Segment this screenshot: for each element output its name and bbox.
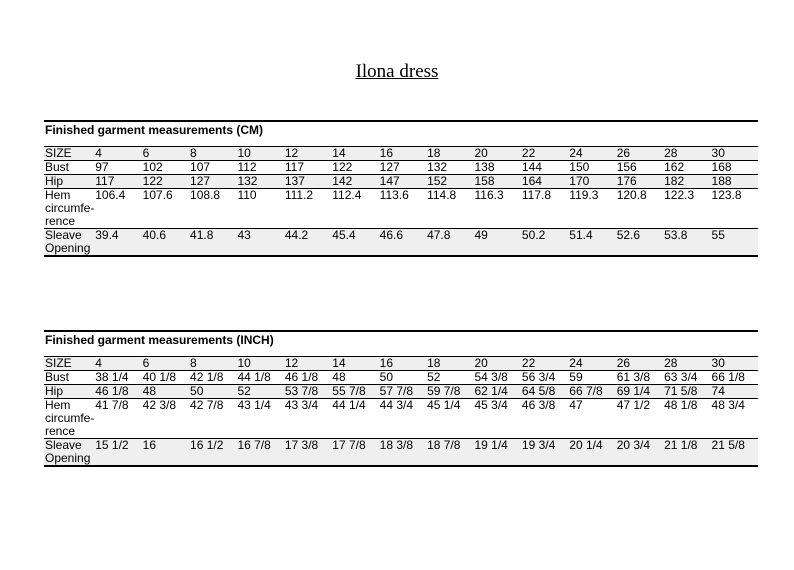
row-label-line: rence [45,214,76,228]
inch-measurement-table [44,356,758,467]
table-cell: 142 [331,175,378,189]
table-cell: 20 [473,357,520,371]
table-cell: 50.2 [521,229,568,257]
table-cell: 16 [379,357,426,371]
table-cell: 164 [521,175,568,189]
table-cell: 102 [142,160,163,174]
table-cell: 59 [569,370,583,384]
cm-table-heading-text: Finished garment measurements (CM) [45,123,264,137]
table-cell: 24 [568,147,615,161]
table-cell: 122.3 [664,188,695,202]
table-cell: 18 7/8 [426,439,473,467]
table-cell: 44 3/4 [379,398,414,412]
table-cell: 117 [284,160,304,174]
table-cell: 8 [189,147,236,161]
table-row [44,439,758,467]
table-cell: 45.4 [331,229,378,257]
table-cell: 46 1/8 [284,370,319,384]
table-cell: 44 1/8 [237,370,271,384]
table-cell: 137 [284,175,331,189]
row-label [44,371,94,385]
row-label-line: Hem [45,188,71,202]
table-row [44,161,758,175]
table-cell: 111.2 [284,188,314,202]
table-cell: 8 [189,357,236,371]
table-cell: 20 [473,147,520,161]
table-cell: 16 1/2 [189,439,236,467]
table-cell: 38 1/4 [95,370,129,384]
table-cell: 6 [142,357,189,371]
row-label-line: rence [45,424,76,438]
table-cell: 41 7/8 [95,398,129,412]
table-cell: 52 [236,385,283,399]
row-label [44,439,94,467]
table-cell: 18 3/8 [379,439,426,467]
table-cell: 114.8 [427,188,457,202]
table-cell: 46 3/8 [521,398,556,412]
table-cell: 50 [189,385,236,399]
table-cell: 62 1/4 [473,385,520,399]
table-cell: 4 [94,357,141,371]
table-cell: 20 1/4 [568,439,615,467]
table-cell: 110 [237,188,257,202]
row-label [44,399,94,439]
table-cell: 15 1/2 [94,439,141,467]
table-cell: 43 3/4 [284,398,319,412]
row-label-line: Bust [45,370,70,384]
cm-measurement-section [44,120,758,257]
table-cell: 49 [473,229,520,257]
row-label [44,189,94,229]
table-cell: 117 [94,175,141,189]
table-cell: 19 1/4 [473,439,520,467]
row-label [44,161,94,175]
row-label-line: circumfe- [45,201,95,215]
table-cell: 43 1/4 [237,398,271,412]
row-label-line: circumfe- [45,411,95,425]
table-cell: 18 [426,357,473,371]
cm-table-heading [44,120,758,146]
table-cell: 168 [711,160,732,174]
document-title-text: Ilona dress [355,61,439,82]
table-cell: 132 [427,160,448,174]
table-cell: 52 [427,370,441,384]
inch-table-heading-text: Finished garment measurements (INCH) [45,333,274,347]
table-cell: 48 3/4 [711,398,745,412]
table-cell: 18 [426,147,473,161]
table-cell: 64 5/8 [521,385,568,399]
table-cell: 112 [237,160,257,174]
table-cell: 17 7/8 [331,439,378,467]
table-cell: 47.8 [426,229,473,257]
table-cell: 47 1/2 [616,398,651,412]
table-cell: 158 [473,175,520,189]
table-cell: 45 1/4 [427,398,461,412]
table-cell: 138 [474,160,495,174]
table-cell: 116.3 [474,188,504,202]
table-cell: 30 [711,357,758,371]
table-cell: 16 [379,147,426,161]
table-cell: 170 [568,175,615,189]
table-cell: 48 [332,370,346,384]
table-cell: 97 [95,160,109,174]
row-label [44,147,94,161]
row-label-line: Bust [45,160,70,174]
row-label-line: Hip [45,384,64,398]
table-row [44,147,758,161]
table-cell: 52.6 [616,229,663,257]
table-cell: 57 7/8 [379,385,426,399]
table-cell: 107 [190,160,211,174]
table-cell: 59 7/8 [426,385,473,399]
table-cell: 119.3 [569,188,599,202]
table-cell: 4 [94,147,141,161]
table-cell: 44 1/4 [332,398,366,412]
table-cell: 54 3/8 [474,370,508,384]
table-cell: 66 1/8 [711,370,745,384]
table-cell: 39.4 [94,229,141,257]
table-cell: 30 [711,147,758,161]
table-row [44,399,758,439]
row-label-line: Hip [45,174,64,188]
table-cell: 48 [142,385,189,399]
table-cell: 66 7/8 [568,385,615,399]
table-cell: 46 1/8 [94,385,141,399]
document-title [0,61,794,83]
table-cell: 176 [616,175,663,189]
table-cell: 43 [236,229,283,257]
table-row [44,357,758,371]
table-row [44,385,758,399]
inch-table-heading [44,330,758,356]
table-cell: 106.4 [95,188,126,202]
table-cell: 45 3/4 [474,398,508,412]
inch-measurement-section [44,330,758,467]
table-cell: 48 1/8 [664,398,698,412]
table-cell: 55 [711,229,758,257]
row-label-line: SIZE [45,356,72,370]
table-cell: 40 1/8 [142,370,177,384]
table-cell: 71 5/8 [663,385,710,399]
table-cell: 28 [663,147,710,161]
table-cell: 53 7/8 [284,385,331,399]
table-cell: 42 7/8 [190,398,224,412]
table-cell: 28 [663,357,710,371]
table-cell: 117.8 [521,188,552,202]
table-cell: 144 [521,160,542,174]
table-cell: 10 [236,357,283,371]
table-cell: 40.6 [142,229,189,257]
table-cell: 182 [663,175,710,189]
table-cell: 150 [569,160,590,174]
table-cell: 21 1/8 [663,439,710,467]
table-cell: 132 [236,175,283,189]
table-cell: 14 [331,357,378,371]
table-cell: 42 3/8 [142,398,177,412]
table-cell: 12 [284,147,331,161]
row-label-line: SIZE [45,146,72,160]
table-cell: 22 [521,357,568,371]
table-cell: 120.8 [616,188,647,202]
table-cell: 16 [142,439,189,467]
table-cell: 42 1/8 [190,370,224,384]
table-cell: 21 5/8 [711,439,758,467]
table-cell: 50 [379,370,394,384]
table-cell: 107.6 [142,188,173,202]
table-cell: 41.8 [189,229,236,257]
row-label [44,175,94,189]
table-cell: 74 [711,385,758,399]
table-cell: 14 [331,147,378,161]
table-cell: 69 1/4 [616,385,663,399]
row-label-line: Opening [45,241,91,255]
table-cell: 56 3/4 [521,370,556,384]
table-cell: 17 3/8 [284,439,331,467]
table-cell: 22 [521,147,568,161]
table-cell: 16 7/8 [236,439,283,467]
table-row [44,189,758,229]
table-cell: 156 [616,160,637,174]
table-cell: 127 [189,175,236,189]
row-label-line: Hem [45,398,71,412]
table-cell: 46.6 [379,229,426,257]
table-cell: 63 3/4 [664,370,698,384]
table-cell: 122 [332,160,353,174]
table-cell: 19 3/4 [521,439,568,467]
table-cell: 26 [616,147,663,161]
table-row [44,175,758,189]
table-cell: 24 [568,357,615,371]
table-cell: 147 [379,175,426,189]
table-row [44,229,758,257]
table-cell: 44.2 [284,229,331,257]
table-cell: 20 3/4 [616,439,663,467]
table-cell: 53.8 [663,229,710,257]
table-cell: 162 [664,160,685,174]
table-row [44,371,758,385]
table-cell: 55 7/8 [331,385,378,399]
table-cell: 6 [142,147,189,161]
table-cell: 26 [616,357,663,371]
table-cell: 123.8 [711,188,742,202]
table-cell: 127 [379,160,400,174]
table-cell: 113.6 [379,188,409,202]
cm-measurement-table [44,146,758,257]
row-label-line: Sleave [45,438,82,452]
table-cell: 10 [236,147,283,161]
table-cell: 112.4 [332,188,362,202]
row-label [44,357,94,371]
table-cell: 108.8 [190,188,221,202]
row-label [44,385,94,399]
row-label-line: Sleave [45,228,82,242]
row-label-line: Opening [45,451,91,465]
table-cell: 12 [284,357,331,371]
table-cell: 47 [569,398,583,412]
table-cell: 61 3/8 [616,370,651,384]
table-cell: 152 [426,175,473,189]
table-cell: 122 [142,175,189,189]
row-label [44,229,94,257]
table-cell: 51.4 [568,229,615,257]
table-cell: 188 [711,175,758,189]
